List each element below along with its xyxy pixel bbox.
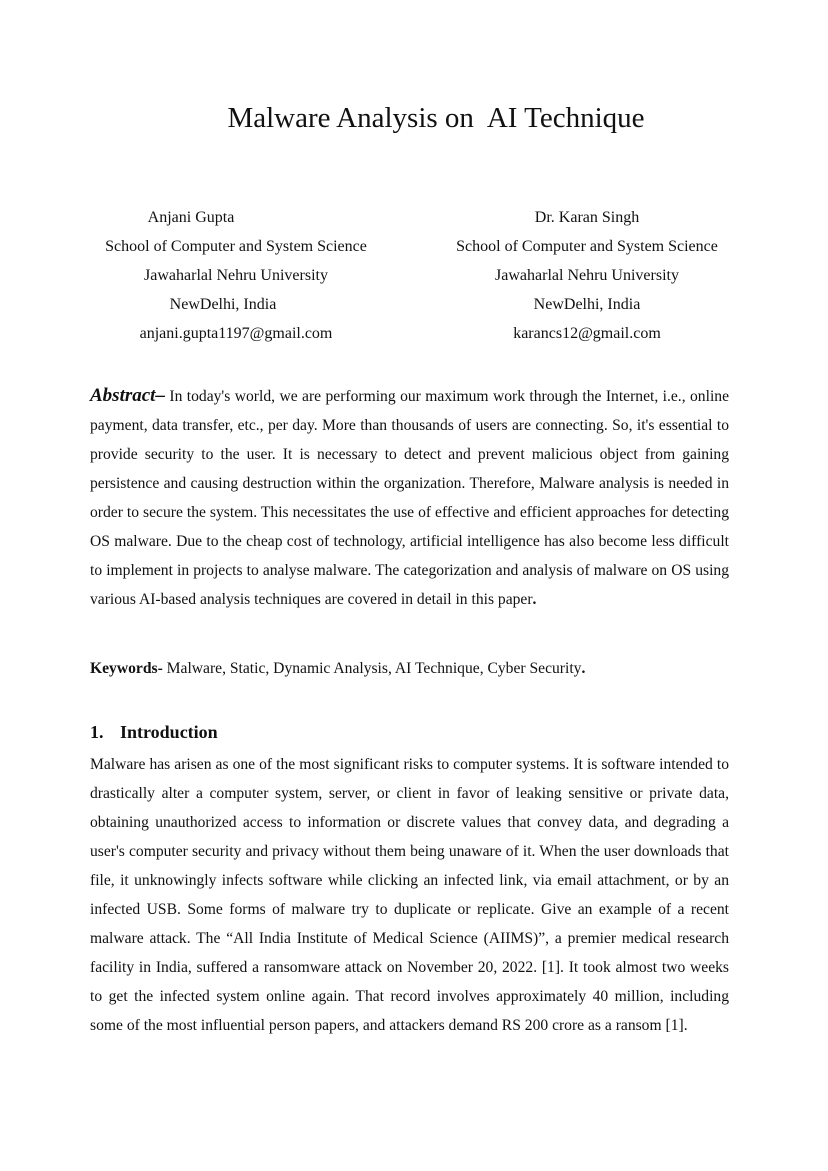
keywords-text: Malware, Static, Dynamic Analysis, AI Technique, Cyber Security <box>162 660 582 677</box>
author-block-1 <box>86 203 386 348</box>
abstract-end: . <box>532 591 537 608</box>
author-city: NewDelhi, India <box>533 296 641 313</box>
abstract <box>90 381 729 614</box>
section-title: Introduction <box>120 722 218 742</box>
author-university: Jawaharlal Nehru University <box>144 267 328 284</box>
keywords-end: . <box>581 660 586 677</box>
author-block-2 <box>436 203 738 348</box>
section-number: 1. <box>90 722 104 742</box>
author-email: anjani.gupta1197@gmail.com <box>139 325 333 342</box>
author-name: Dr. Karan Singh <box>534 209 640 226</box>
author-name: Anjani Gupta <box>147 209 235 226</box>
introduction-paragraph: Malware has arisen as one of the most significant risks to computer systems. It is software intended to drastically alter a computer system, server, or client in favor of leaking sensitive or private data, obtaining unauthorized access to information or discrete values that convey data, and degrading a user's computer security and privacy without them being unaware of it. When the user downloads that file, it unknowingly infects software while clicking an infected link, via email attachment, or by an infected USB. Some forms of malware try to duplicate or replicate. Give an example of a recent malware attack. The “All India Institute of Medical Science (AIIMS)”, a premier medical research facility in India, suffered a ransomware attack on November 20, 2022. [1]. It took almost two weeks to get the infected system online again. That record involves approximately 40 million, including some of the most influential person papers, and attackers demand RS 200 crore as a ransom [1]. <box>90 756 729 1034</box>
keywords-label: Keywords- <box>90 660 163 677</box>
section-heading-introduction <box>90 718 218 746</box>
paper-title: Malware Analysis on AI Technique <box>227 102 645 134</box>
author-university: Jawaharlal Nehru University <box>495 267 679 284</box>
abstract-label: Abstract– <box>90 385 165 406</box>
author-city: NewDelhi, India <box>169 296 277 313</box>
author-school: School of Computer and System Science <box>105 238 367 255</box>
author-school: School of Computer and System Science <box>456 238 718 255</box>
author-email: karancs12@gmail.com <box>513 325 661 342</box>
abstract-text: In today's world, we are performing our maximum work through the Internet, i.e., online payment, data transfer, etc., per day. More than thousands of users are connecting. So, it's essential to provide security to the user. It is necessary to detect and prevent malicious object from gaining persistence and causing destruction within the organization. Therefore, Malware analysis is needed in order to secure the system. This necessitates the use of effective and efficient approaches for detecting OS malware. Due to the cheap cost of technology, artificial intelligence has also become less difficult to implement in projects to analyse malware. The categorization and analysis of malware on OS using various AI-based analysis techniques are covered in detail in this paper <box>90 388 729 608</box>
keywords <box>90 654 729 683</box>
